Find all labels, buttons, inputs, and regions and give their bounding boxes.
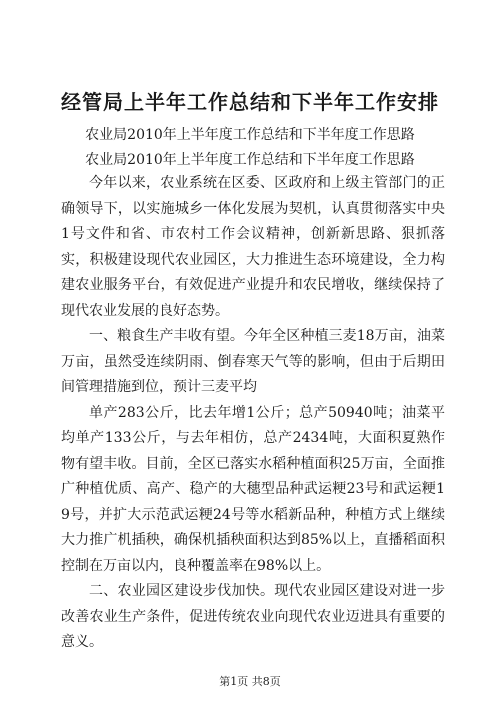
- body-paragraph: 单产283公斤，比去年增1公斤；总产50940吨；油菜平均单产133公斤，与去年相仿，总产2434吨，大面积夏熟作物有望丰收。目前，全区已落实水稻种植面积25万亩，全面推广种植优质、高产、稳产的大穗型品种武运粳23号和武运粳19号，并扩大示范武运粳24号等水稻新品种，种植方式上继续大力推广机插秧，确保机插秧面积达到85%以上，直播稻面积控制在万亩以内，良种覆盖率在98%以上。: [61, 404, 445, 574]
- body-paragraph: 一、粮食生产丰收有望。今年全区种植三麦18万亩，油菜万亩，虽然受连续阴雨、倒春寒天气等的影响，但由于后期田间管理措施到位，预计三麦平均: [61, 328, 445, 395]
- document-body: [61, 171, 445, 656]
- document-subtitle: 农业局2010年上半年度工作总结和下半年度工作思路: [85, 152, 415, 168]
- body-paragraph: 二、农业园区建设步伐加快。现代农业园区建设对进一步改善农业生产条件，促进传统农业向现代农业迈进具有重要的意义。: [61, 583, 445, 650]
- document-subtitle: 农业局2010年上半年度工作总结和下半年度工作思路: [85, 127, 415, 143]
- body-paragraph: 今年以来，农业系统在区委、区政府和上级主管部门的正确领导下，以实施城乡一体化发展为契机，认真贯彻落实中央1号文件和省、市农村工作会议精神，创新新思路、狠抓落实，积极建设现代农业园区，大力推进生态环境建设，全力构建农业服务平台，有效促进产业提升和农民增收，继续保持了现代农业发展的良好态势。: [61, 175, 445, 319]
- page-number-footer: 第1页 共8页: [219, 675, 281, 688]
- document-title: 经管局上半年工作总结和下半年工作安排: [61, 90, 439, 114]
